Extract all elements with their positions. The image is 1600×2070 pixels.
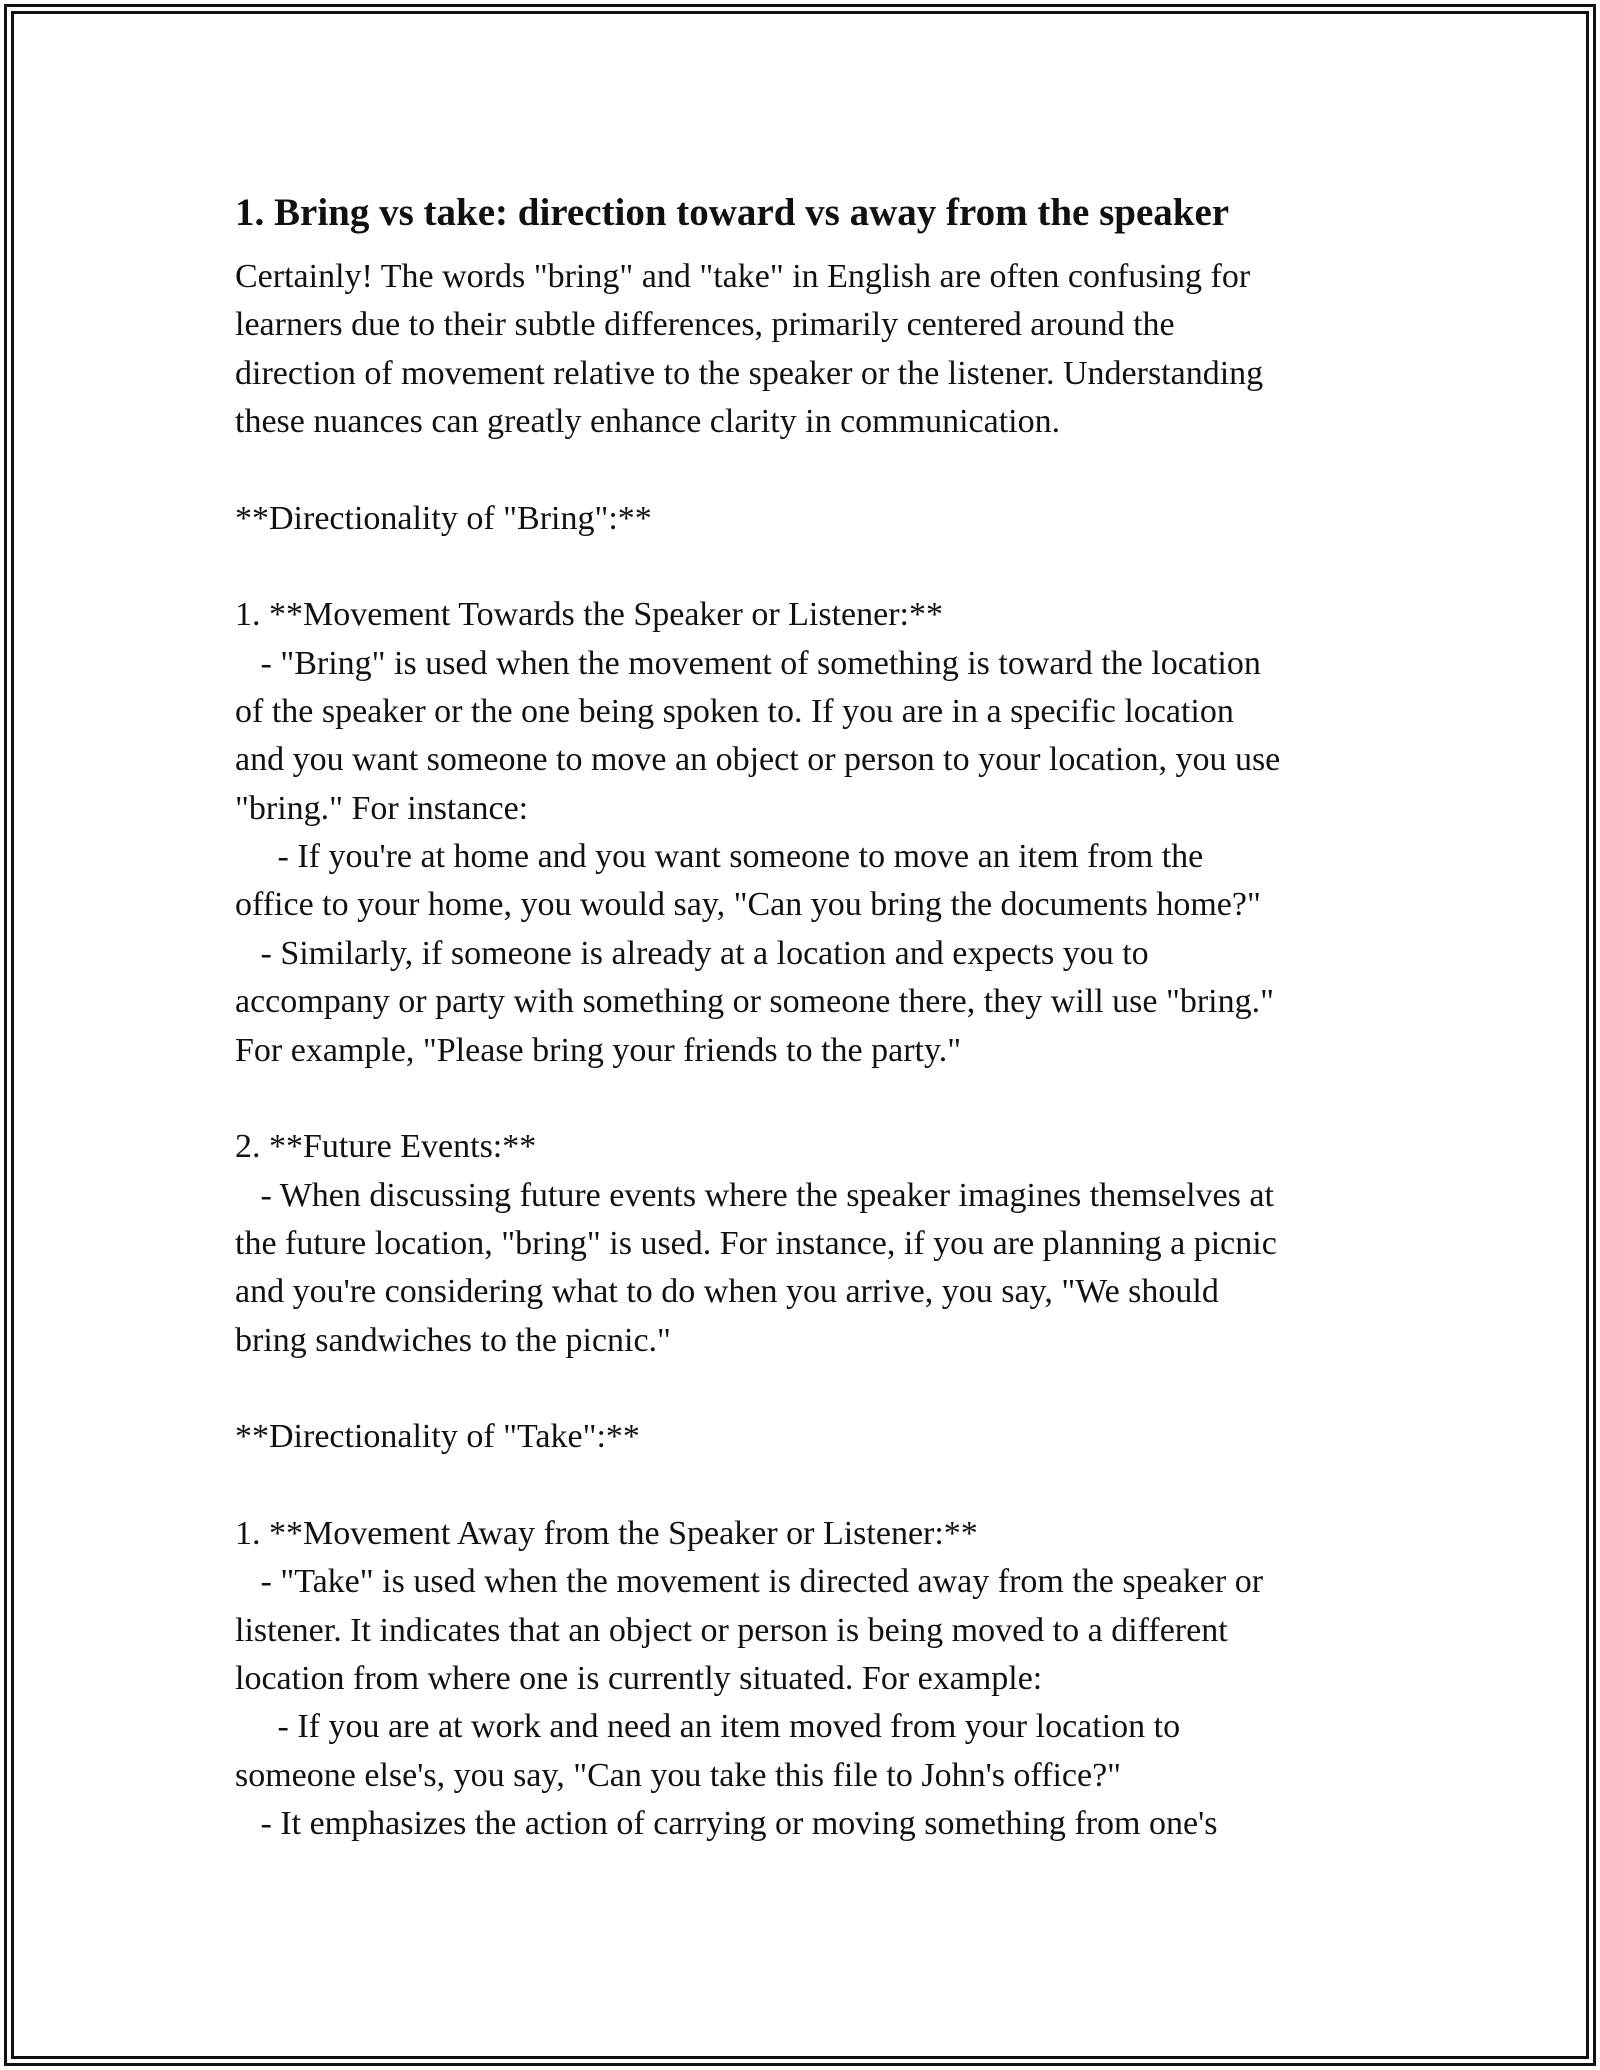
document-page [235, 186, 1385, 1848]
body-text: Certainly! The words "bring" and "take" in English are often confusing for learners due to their subtle differences, primarily centered around the direction of movement relative to the speaker or the listener. Understanding these nuances can greatly enhance clarity in communication. **Directionality of "Bring":** 1. **Movement Towards the Speaker or Listener:** - "Bring" is used when the movement of something is toward the location of the speaker or the one being spoken to. If you are in a specific location and you want someone to move an object or person to your location, you use "bring." For instance: - If you're at home and you want someone to move an item from the office to your home, you would say, "Can you bring the documents home?" - Similarly, if someone is already at a location and expects you to accompany or party with something or someone there, they will use "bring." For example, "Please bring your friends to the party." 2. **Future Events:** - When discussing future events where the speaker imagines themselves at the future location, "bring" is used. For instance, if you are planning a picnic and you're considering what to do when you arrive, you say, "We should bring sandwiches to the picnic." **Directionality of "Take":** 1. **Movement Away from the Speaker or Listener:** - "Take" is used when the movement is directed away from the speaker or listener. It indicates that an object or person is being moved to a different location from where one is currently situated. For example: - If you are at work and need an item moved from your location to someone else's, you say, "Can you take this file to John's office?" - It emphasizes the action of carrying or moving something from one's [235, 258, 1281, 1842]
page-title: 1. Bring vs take: direction toward vs away from the speaker [235, 191, 1230, 234]
